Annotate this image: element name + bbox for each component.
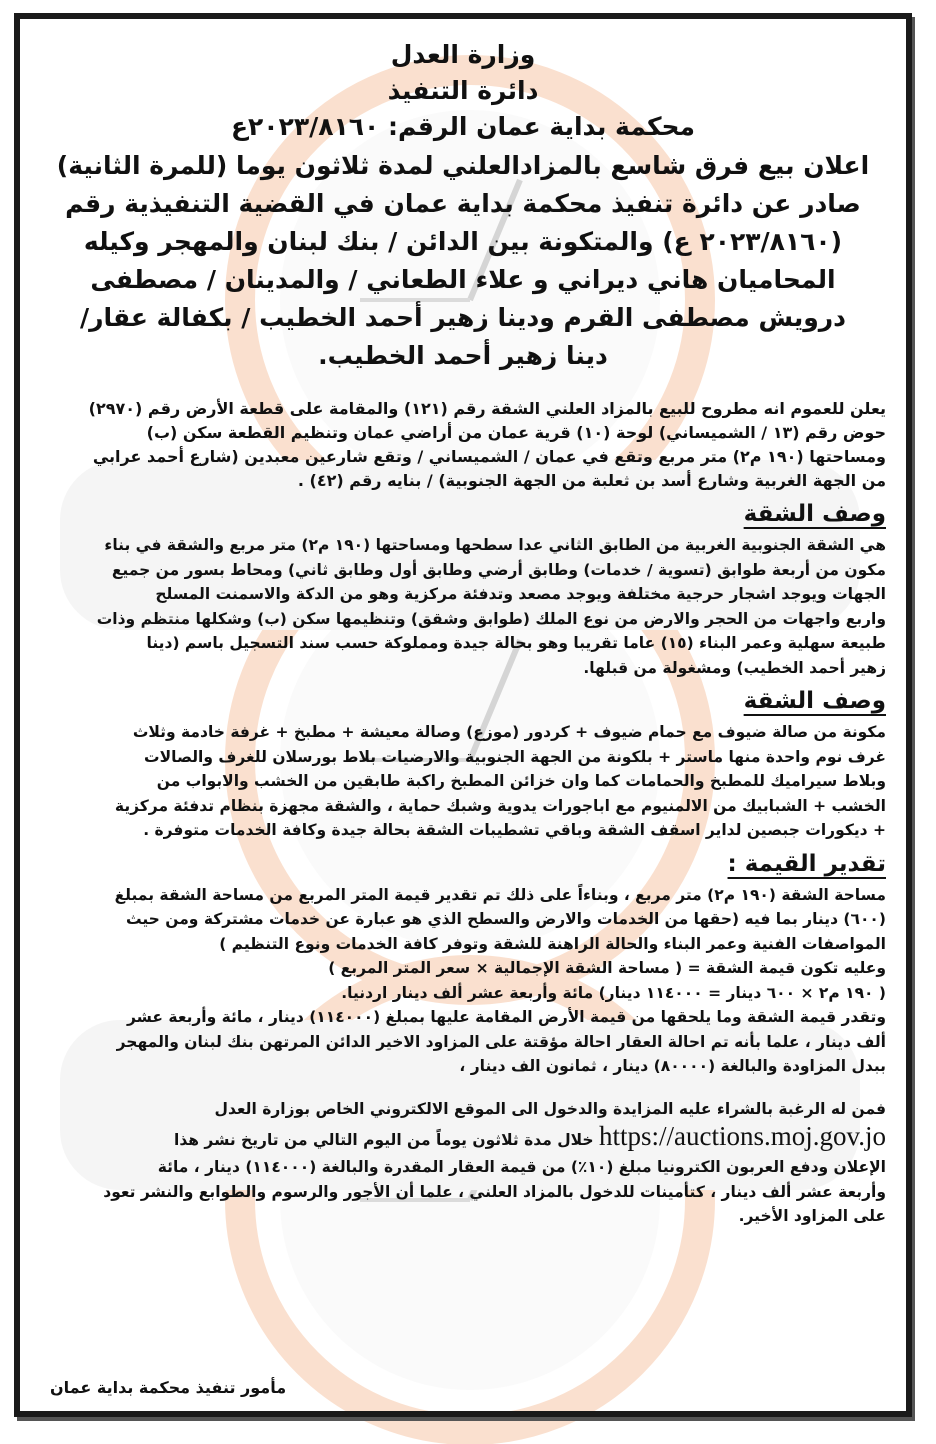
title-line: صادر عن دائرة تنفيذ محكمة بداية عمان في القضية التنفيذية رقم (65, 189, 861, 218)
text-line: زهير أحمد الخطيب) ومشغولة من قبلها. (583, 658, 886, 677)
title-line: درويش مصطفى القرم ودينا زهير أحمد الخطيب / بكفالة عقار/ (80, 303, 846, 332)
url-line (40, 1121, 886, 1155)
text-line: الإعلان ودفع العربون الكترونيا مبلغ (١٠٪) من قيمة العقار المقدرة والبالغة (١١٤٠٠٠) دينار ، مائة (157, 1158, 886, 1176)
text-line: + ديكورات جبصين لداير اسقف الشقة وباقي تشطيبات الشقة بحالة جيدة وكافة الخدمات متوفرة . (143, 821, 886, 839)
signature: مأمور تنفيذ محكمة بداية عمان (50, 1378, 287, 1397)
text-line: وتقدر قيمة الشقة وما يلحقها من قيمة الأرض المقامة عليها بمبلغ (١١٤٠٠٠) دينار ، مائة وأربعة عشر (127, 1008, 886, 1026)
text-line: واربع واجهات من الحجر والارض من نوع الملك (طوابق وشقق) وتنظيمها سكن (ب) وشكلها منتظم وذات (96, 609, 886, 628)
intro-paragraph (40, 397, 886, 493)
text-line: المواصفات الفنية وعمر البناء والحالة الراهنة للشقة وتوفر كافة الخدمات ونوع التنظيم ) (219, 934, 886, 953)
text-line: وعليه تكون قيمة الشقة = ( مساحة الشقة الإجمالية × سعر المتر المربع ) (328, 959, 886, 977)
text-line: ( ١٩٠ م٢ × ٦٠٠ دينار = ١١٤٠٠٠ دينار) مائة وأربعة عشر ألف دينار اردنيا. (341, 983, 886, 1002)
section-apartment-description (40, 688, 886, 843)
text-fragment: خلال مدة ثلاثون يوماً من اليوم التالي من تاريخ نشر هذا (174, 1131, 594, 1149)
text-line: طبيعة سهلية وعمر البناء (١٥) عاما تقريبا وهو بحالة جيدة ومملوكة حسب سند التسجيل باسم (دينا (146, 634, 886, 652)
text-line: غرف نوم واحدة منها ماستر + بلكونة من الجهة الجنوبية والارضيات بلاط بورسلان للغرف والصالات (144, 747, 886, 766)
text-line: وأربعة عشر ألف دينار ، كتأمينات للدخول بالمزاد العلني ، علما أن الأجور والرسوم والطوابع والنشر تعود (103, 1182, 886, 1201)
title-line: دينا زهير أحمد الخطيب. (318, 341, 608, 370)
section-title: وصف الشقة (743, 501, 886, 527)
text-line: وبلاط سيراميك للمطبخ والحمامات كما وان خزائن المطبخ راكبة طابقين من الخشب والابواب من (156, 772, 886, 790)
text-line: مكونة من صالة ضيوف مع حمام ضيوف + كردور (موزع) وصالة معيشة + مطبخ + غرفة خادمة وثلاث (132, 723, 886, 741)
section-valuation (40, 851, 886, 1079)
header (40, 37, 886, 375)
section-title: تقدير القيمة : (727, 850, 886, 877)
section-title: وصف الشقة (743, 688, 886, 714)
text-line: ومساحتها (١٩٠ م٢) متر مربع وتقع في عمان / الشميساني / وتقع شارعين معبدين (شارع أحمد عرابي (92, 447, 886, 466)
title-line: (٢٠٢٣/٨١٦٠ ع) والمتكونة بين الدائن / بنك لبنان والمهجر وكيله (83, 227, 843, 256)
text-line: على المزاود الأخير. (738, 1207, 886, 1225)
text-line: يعلن للعموم انه مطروح للبيع بالمزاد العلني الشقة رقم (١٢١) والمقامة على قطعة الأرض رقم (٢٩٧٠) (88, 399, 886, 418)
title-line: المحاميان هاني ديراني و علاء الطعاني / والمدينان / مصطفى (90, 265, 836, 294)
text-line: هي الشقة الجنوبية الغربية من الطابق الثاني عدا سطحها ومساحتها (١٩٠ م٢) متر مربع والشقة في بناء (104, 536, 886, 554)
auction-website-link[interactable]: https://auctions.moj.gov.jo (599, 1121, 886, 1151)
section-building-description (40, 501, 886, 680)
text-line: الخشب + الشبابيك من الالمنيوم مع اباجورات يدوية وشبك حماية ، والشقة مجهزة بنظام تدفئة مركزية (114, 796, 886, 815)
court-case-number: محكمة بداية عمان الرقم: ٢٠٢٣/٨١٦٠ع (230, 112, 696, 141)
text-line: مكون من أربعة طوابق (تسوية / خدمات) وطابق أرضي وطابق أول وطابق ثاني) ومحاط بسور من جميع (111, 560, 886, 579)
text-line: فمن له الرغبة بالشراء عليه المزايدة والدخول الى الموقع الالكتروني الخاص بوزارة العدل (214, 1099, 886, 1118)
text-line: حوض رقم (١٣ / الشميساني) لوحة (١٠) قرية عمان من أراضي عمان وتنظيم القطعة سكن (ب) (146, 423, 886, 442)
text-line: الجهات ويوجد اشجار حرجية مختلفة ويوجد مصعد وتدفئة مركزية وهو من الدكة والاسمنت المسلح (155, 585, 886, 603)
announcement-title (40, 147, 886, 375)
announcement-frame (14, 13, 912, 1417)
text-line: ببدل المزاودة والبالغة (٨٠٠٠٠) دينار ، ثمانون الف دينار ، (459, 1057, 886, 1075)
department-title: دائرة التنفيذ (387, 76, 539, 105)
text-line: من الجهة الغربية وشارع أسد بن ثعلبة من الجهة الجنوبية) / بنايه رقم (٤٢) . (297, 471, 886, 490)
closing-paragraph (40, 1097, 886, 1229)
ministry-title: وزارة العدل (390, 40, 536, 69)
text-line: مساحة الشقة (١٩٠ م٢) متر مربع ، وبناءاً على ذلك تم تقدير قيمة المتر المربع من مساحة الشقة بمبلغ (114, 885, 886, 904)
title-line: اعلان بيع فرق شاسع بالمزادالعلني لمدة ثلاثون يوما (للمرة الثانية) (56, 151, 870, 180)
text-line: (٦٠٠) دينار بما فيه (حقها من الخدمات والارض والسطح الذي هو عبارة عن خدمات مشتركة ومن حيث (125, 910, 886, 928)
text-line: ألف دينار ، علما بأنه تم احالة العقار احالة مؤقتة على المزاود الاخير الدائن المرتهن بنك لبنان والمهجر (116, 1032, 886, 1051)
